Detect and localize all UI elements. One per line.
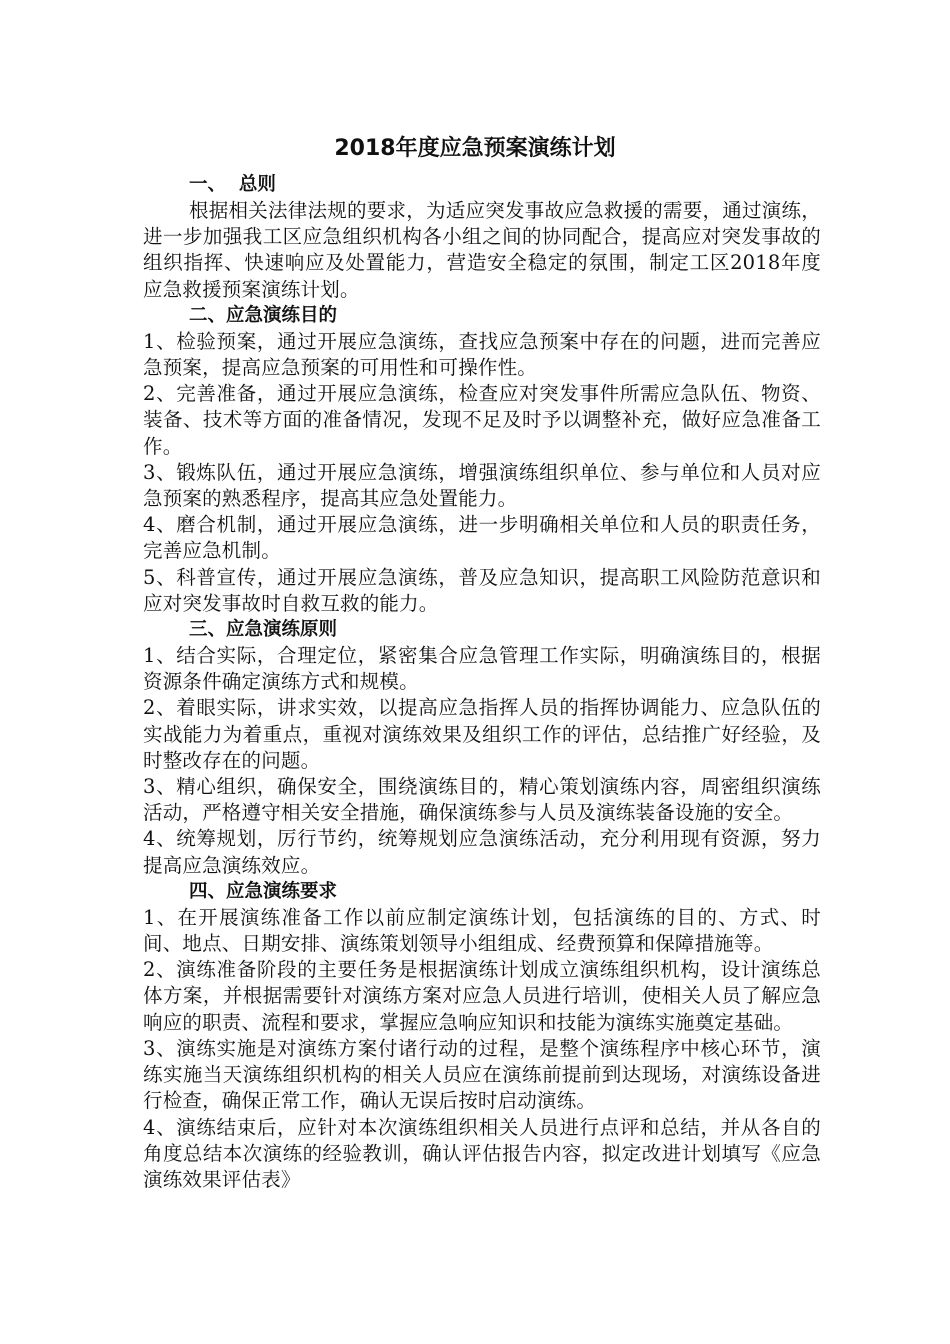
section-heading: 一、 总则 xyxy=(189,174,276,195)
section-drill-principles xyxy=(143,617,821,879)
list-item: 3、精心组织，确保安全，围绕演练目的，精心策划演练内容，周密组织演练活动，严格遵守相关安全措施，确保演练参与人员及演练装备设施的安全。 xyxy=(143,775,821,825)
list-item: 1、在开展演练准备工作以前应制定演练计划，包括演练的目的、方式、时间、地点、日期安排、演练策划领导小组组成、经费预算和保障措施等。 xyxy=(143,905,821,956)
list-item: 2、完善准备，通过开展应急演练，检查应对突发事件所需应急队伍、物资、装备、技术等方面的准备情况，发现不足及时予以调整补充，做好应急准备工作。 xyxy=(143,382,821,458)
section-heading: 三、应急演练原则 xyxy=(189,619,338,641)
section-heading: 四、应急演练要求 xyxy=(189,880,338,902)
section-heading: 二、应急演练目的 xyxy=(189,304,338,326)
list-item: 2、着眼实际，讲求实效，以提高应急指挥人员的指挥协调能力、应急队伍的实战能力为着重点，重视对演练效果及组织工作的评估，总结推广好经验，及时整改存在的问题。 xyxy=(143,696,821,772)
paragraph: 根据相关法律法规的要求，为适应突发事故应急救援的需要，通过演练，进一步加强我工区应急组织机构各小组之间的协同配合，提高应对突发事故的组织指挥、快速响应及处置能力，营造安全稳定的氛围，制定工区2018年度应急救援预案演练计划。 xyxy=(143,199,821,301)
list-item: 5、科普宣传，通过开展应急演练，普及应急知识，提高职工风险防范意识和应对突发事故时自救互救的能力。 xyxy=(143,565,821,615)
list-item: 4、磨合机制，通过开展应急演练，进一步明确相关单位和人员的职责任务，完善应急机制。 xyxy=(143,513,821,563)
document-title: 2018年度应急预案演练计划 xyxy=(334,136,616,161)
list-item: 2、演练准备阶段的主要任务是根据演练计划成立演练组织机构，设计演练总体方案，并根据需要针对演练方案对应急人员进行培训，使相关人员了解应急响应的职责、流程和要求，掌握应急响应知识和技能为演练实施奠定基础。 xyxy=(143,958,821,1034)
list-item: 3、演练实施是对演练方案付诸行动的过程，是整个演练程序中核心环节，演练实施当天演练组织机构的相关人员应在演练前提前到达现场，对演练设备进行检查，确保正常工作，确认无误后按时启动演练。 xyxy=(143,1036,821,1113)
list-item: 3、锻炼队伍，通过开展应急演练，增强演练组织单位、参与单位和人员对应急预案的熟悉程序，提高其应急处置能力。 xyxy=(143,460,821,511)
section-drill-purpose xyxy=(143,303,821,617)
document-body xyxy=(143,172,821,1193)
list-item: 1、结合实际，合理定位，紧密集合应急管理工作实际，明确演练目的，根据资源条件确定演练方式和规模。 xyxy=(143,644,821,694)
list-item: 1、检验预案，通过开展应急演练，查找应急预案中存在的问题，进而完善应急预案，提高应急预案的可用性和可操作性。 xyxy=(143,329,821,380)
section-general xyxy=(143,172,821,303)
list-item: 4、演练结束后，应针对本次演练组织相关人员进行点评和总结，并从各自的角度总结本次演练的经验教训，确认评估报告内容，拟定改进计划填写《应急演练效果评估表》 xyxy=(143,1115,821,1191)
list-item: 4、统筹规划，厉行节约，统筹规划应急演练活动，充分利用现有资源，努力提高应急演练效应。 xyxy=(143,827,821,877)
section-drill-requirements xyxy=(143,879,821,1193)
